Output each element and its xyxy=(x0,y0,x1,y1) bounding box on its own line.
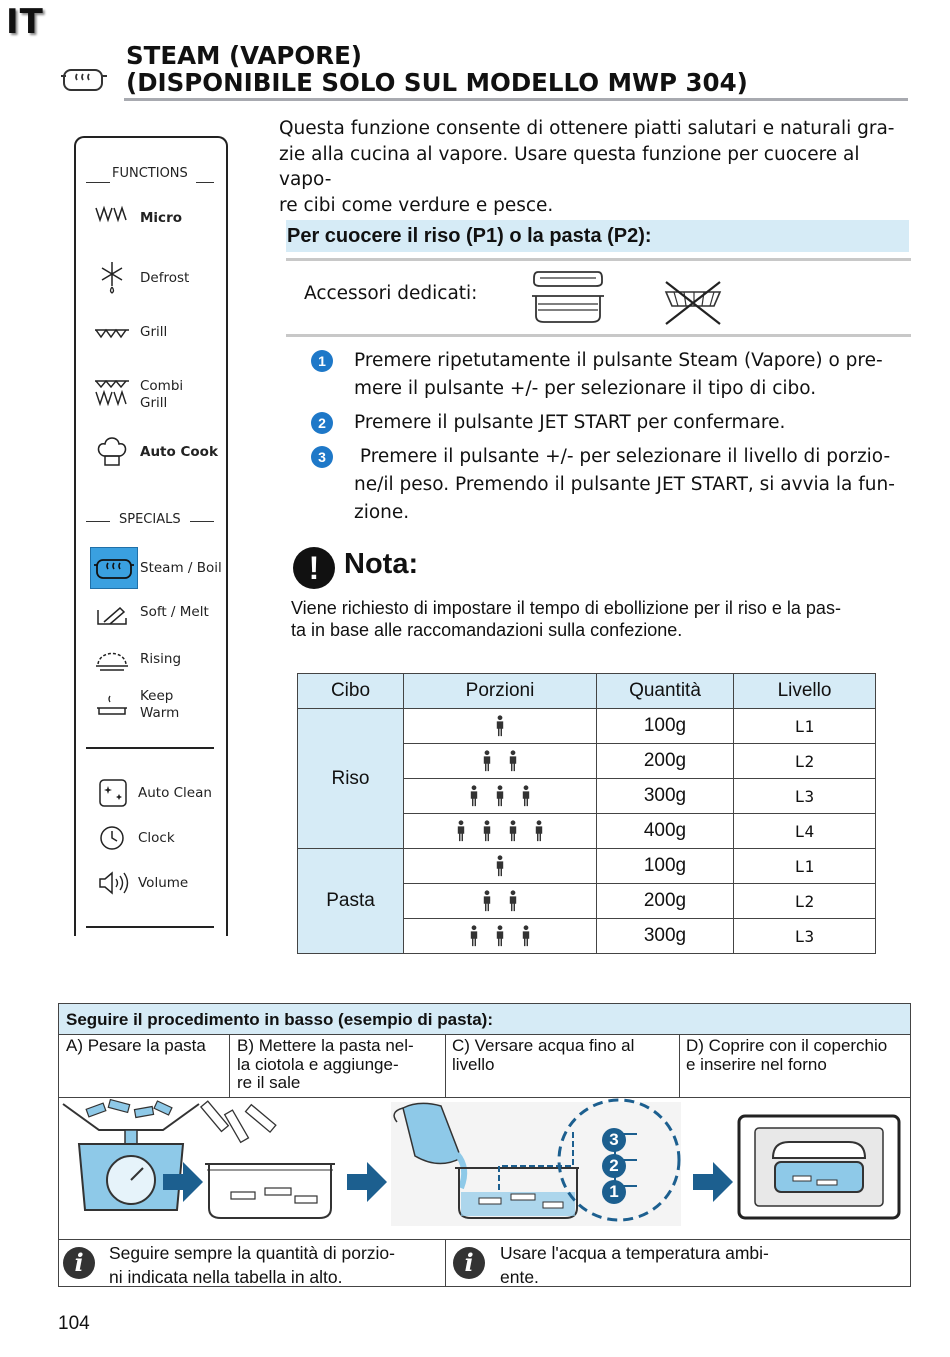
section-subheading: Per cuocere il riso (P1) o la pasta (P2): xyxy=(286,220,909,252)
level-markers: 3 2 1 xyxy=(599,1128,629,1204)
nota-title: Nota: xyxy=(344,548,419,580)
menu-item-grill[interactable]: Grill xyxy=(140,324,168,340)
level-cell: L3 xyxy=(734,919,876,954)
step-1-text: Premere ripetutamente il pulsante Steam (Vapore) o pre- mere il pulsante +/- per selezionare il tipo di cibo. xyxy=(354,350,883,399)
info-icon: i xyxy=(63,1247,95,1279)
divider xyxy=(286,334,911,337)
title-underline xyxy=(124,98,908,101)
speaker-icon[interactable] xyxy=(94,866,130,900)
steam-icon xyxy=(60,62,108,96)
divider xyxy=(286,258,911,261)
warning-icon: ! xyxy=(293,547,335,589)
step-2-number: 2 xyxy=(311,412,333,434)
step-3-number: 3 xyxy=(311,446,333,468)
nota-text: Viene richiesto di impostare il tempo di ebollizione per il riso e la pas- ta in base alle raccomandazioni sulla confezione. xyxy=(291,598,841,640)
quantity-cell: 200g xyxy=(597,884,734,919)
person-icon xyxy=(495,785,505,807)
divider xyxy=(229,1035,230,1097)
portions-cell xyxy=(404,779,597,814)
column-header: Cibo xyxy=(298,674,404,709)
menu-item-soft-melt[interactable]: Soft / Melt xyxy=(140,604,209,620)
steam-icon[interactable] xyxy=(93,552,135,584)
quantity-cell: 300g xyxy=(597,779,734,814)
column-header: Quantità xyxy=(597,674,734,709)
food-cell: Riso xyxy=(298,709,404,849)
divider xyxy=(59,1239,910,1240)
quantity-cell: 100g xyxy=(597,709,734,744)
divider xyxy=(196,182,214,183)
scale-illustration xyxy=(63,1100,199,1210)
bowl-pasta-illustration xyxy=(201,1101,335,1218)
person-icon xyxy=(508,820,518,842)
quantity-cell: 100g xyxy=(597,849,734,884)
chef-hat-icon[interactable] xyxy=(94,434,130,468)
column-header: Livello xyxy=(734,674,876,709)
person-icon xyxy=(495,855,505,877)
info-note-2: Usare l'acqua a temperatura ambi- ente. xyxy=(500,1243,769,1287)
rising-icon[interactable] xyxy=(94,642,130,676)
table-row xyxy=(298,709,876,744)
menu-item-defrost[interactable]: Defrost xyxy=(140,270,190,286)
water-pouring-illustration xyxy=(391,1100,681,1226)
person-icon xyxy=(482,750,492,772)
clock-icon[interactable] xyxy=(94,821,130,855)
menu-item-steam-boil[interactable]: Steam / Boil xyxy=(140,560,222,576)
procedure-box xyxy=(58,1003,911,1287)
step-1-number: 1 xyxy=(311,350,333,372)
level-cell: L1 xyxy=(734,709,876,744)
info-note-1: Seguire sempre la quantità di porzio- ni indicata nella tabella in alto. xyxy=(109,1243,395,1287)
person-icon xyxy=(521,925,531,947)
accessories-label: Accessori dedicati: xyxy=(304,283,478,304)
steamer-dish-icon xyxy=(530,268,606,326)
divider xyxy=(86,521,110,522)
level-cell: L2 xyxy=(734,884,876,919)
portions-cell xyxy=(404,884,597,919)
person-icon xyxy=(456,820,466,842)
procedure-illustration xyxy=(59,1098,910,1238)
person-icon xyxy=(495,925,505,947)
grill-rack-crossed-icon xyxy=(660,280,726,326)
menu-item-micro[interactable]: Micro xyxy=(140,210,182,226)
person-icon xyxy=(482,890,492,912)
functions-label: FUNCTIONS xyxy=(112,166,188,181)
divider xyxy=(190,521,214,522)
person-icon xyxy=(534,820,544,842)
language-tag: IT xyxy=(6,2,44,42)
divider xyxy=(679,1035,680,1097)
level-cell: L1 xyxy=(734,849,876,884)
person-icon xyxy=(508,890,518,912)
snowflake-icon[interactable] xyxy=(94,260,130,294)
menu-item-auto-clean[interactable]: Auto Clean xyxy=(138,785,212,801)
procedure-header: Seguire il procedimento in basso (esempio di pasta): xyxy=(59,1004,910,1035)
portions-cell xyxy=(404,919,597,954)
step-3-text: Premere il pulsante +/- per selezionare il livello di porzio- ne/il peso. Premendo il pulsante JET START, si avvia la fun- zione. xyxy=(354,446,895,523)
person-icon xyxy=(495,715,505,737)
panel-divider xyxy=(86,747,214,749)
divider xyxy=(445,1035,446,1097)
menu-item-keep-warm[interactable]: Keep Warm xyxy=(140,688,180,721)
person-icon xyxy=(469,785,479,807)
person-icon xyxy=(469,925,479,947)
portions-table xyxy=(297,673,876,954)
level-cell: L4 xyxy=(734,814,876,849)
auto-clean-icon[interactable] xyxy=(94,776,130,810)
keep-warm-icon[interactable] xyxy=(94,690,130,724)
menu-item-volume[interactable]: Volume xyxy=(138,875,189,891)
menu-item-auto-cook[interactable]: Auto Cook xyxy=(140,444,218,460)
grill-icon[interactable] xyxy=(94,316,130,350)
micro-waves-icon[interactable] xyxy=(94,200,130,234)
food-cell: Pasta xyxy=(298,849,404,954)
level-cell: L2 xyxy=(734,744,876,779)
info-icon: i xyxy=(453,1247,485,1279)
step-b-text: B) Mettere la pasta nel- la ciotola e aggiunge- re il sale xyxy=(237,1036,414,1092)
combi-grill-icon[interactable] xyxy=(94,376,130,410)
page-number: 104 xyxy=(58,1313,90,1334)
person-icon xyxy=(482,820,492,842)
step-2-text: Premere il pulsante JET START per confermare. xyxy=(354,412,786,433)
menu-item-combi-grill[interactable]: Combi Grill xyxy=(140,378,184,411)
menu-item-clock[interactable]: Clock xyxy=(138,830,175,846)
divider xyxy=(445,1239,446,1287)
quantity-cell: 200g xyxy=(597,744,734,779)
person-icon xyxy=(521,785,531,807)
portions-cell xyxy=(404,814,597,849)
page-title: STEAM (VAPORE) (DISPONIBILE SOLO SUL MODELLO MWP 304) xyxy=(126,41,748,97)
menu-item-rising[interactable]: Rising xyxy=(140,651,182,667)
portions-cell xyxy=(404,744,597,779)
table-row xyxy=(298,849,876,884)
portions-cell xyxy=(404,849,597,884)
step-a-text: A) Pesare la pasta xyxy=(66,1036,206,1055)
melt-icon[interactable] xyxy=(94,596,130,630)
quantity-cell: 400g xyxy=(597,814,734,849)
intro-paragraph: Questa funzione consente di ottenere piatti salutari e naturali gra- zie alla cucina al vapore. Usare questa funzione per cuocere al vapo- re cibi come verdure e pesce. xyxy=(279,118,895,216)
specials-label: SPECIALS xyxy=(119,512,181,527)
person-icon xyxy=(508,750,518,772)
step-d-text: D) Coprire con il coperchio e inserire nel forno xyxy=(686,1036,888,1074)
level-cell: L3 xyxy=(734,779,876,814)
panel-divider xyxy=(86,926,214,928)
portions-cell xyxy=(404,709,597,744)
table-header-row xyxy=(298,674,876,709)
quantity-cell: 300g xyxy=(597,919,734,954)
arrow-icon xyxy=(347,1162,387,1202)
control-panel xyxy=(74,136,228,936)
column-header: Porzioni xyxy=(404,674,597,709)
arrow-icon xyxy=(693,1162,733,1202)
step-c-text: C) Versare acqua fino al livello xyxy=(452,1036,635,1074)
divider xyxy=(86,182,110,183)
oven-illustration xyxy=(739,1116,899,1218)
